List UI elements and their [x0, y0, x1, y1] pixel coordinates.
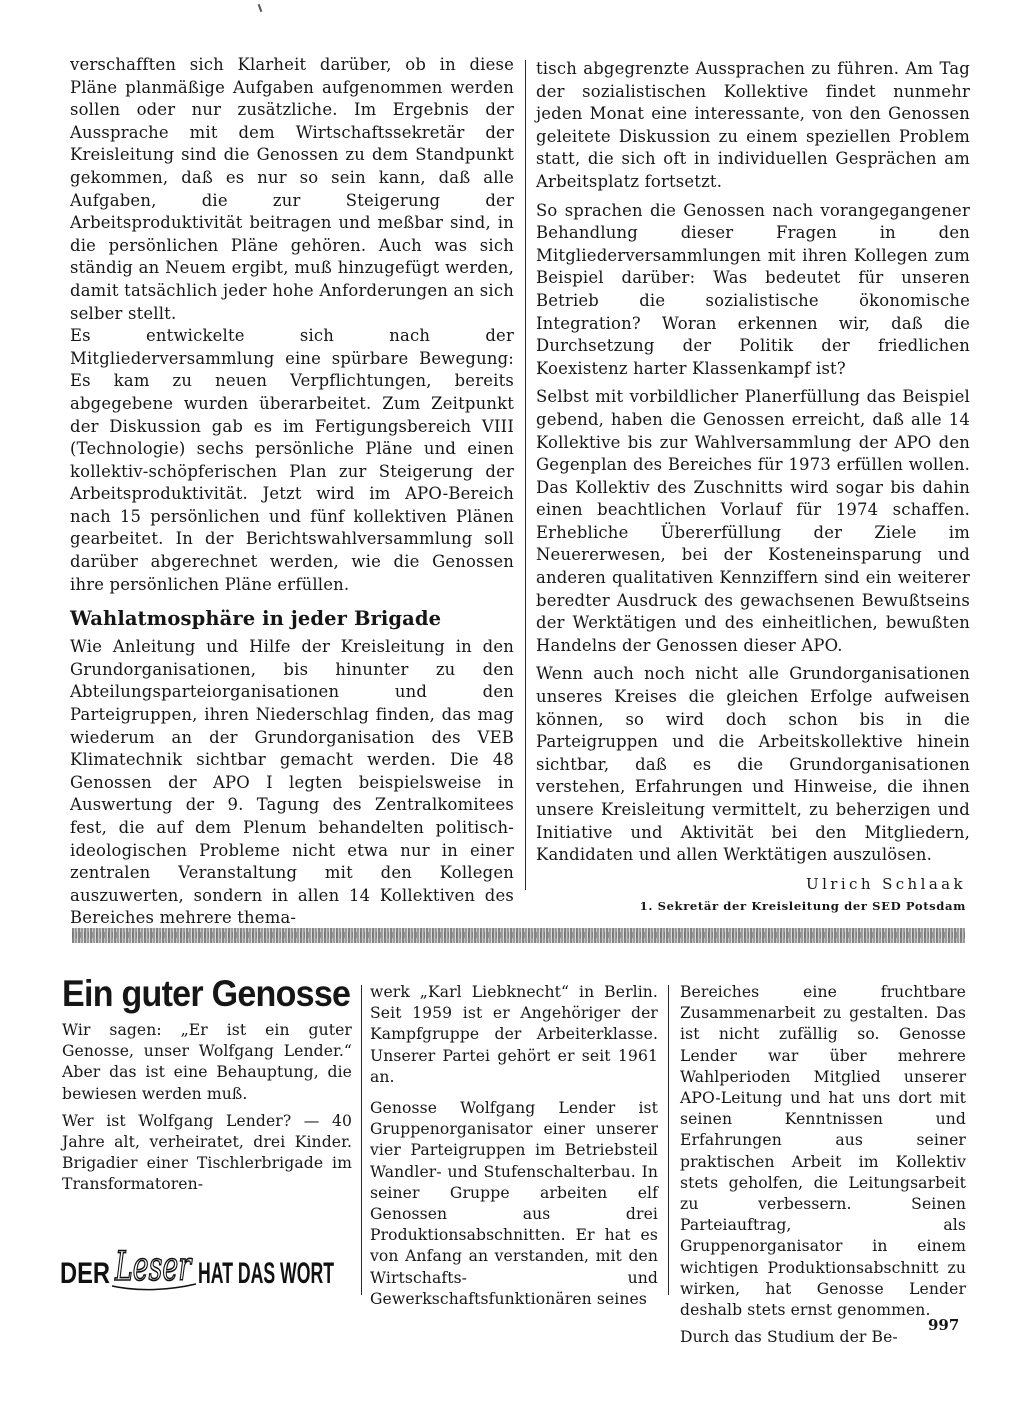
paragraph: Wer ist Wolfgang Lender? — 40 Jahre alt, verheiratet, drei Kinder. Brigadier einer Tischlerbrigade im Transformatoren- — [62, 1111, 352, 1194]
paragraph: tisch abgegrenzte Aussprachen zu führen. Am Tag der sozialistischen Kollektive findet nunmehr jeden Monat eine interessante, von den Genossen geleitete Diskussion zu einem speziellen Problem statt, die sich oft in individuellen Gesprächen am Arbeitsplatz fortsetzt. — [536, 59, 970, 191]
paragraph: Es entwickelte sich nach der Mitgliederversammlung eine spürbare Bewegung: Es kam zu neuen Verpflichtungen, bereits abgegebene wurden überarbeitet. Zum Zeitpunkt der Diskussion gab es im Fertigungsbereich VIII (Technologie) sechs persönliche Pläne und einen kollektiv-schöpferischen Plan zur Steigerung der Arbeitsproduktivität. Jetzt wird im APO-Bereich nach 15 persönlichen und fünf kollektiven Plänen gearbeitet. In der Berichtswahlversammlung soll darüber abgerechnet werden, wie die Genossen ihre persönlichen Pläne erfüllen. — [70, 326, 514, 594]
section-heading: Wahlatmosphäre in jeder Brigade — [70, 607, 442, 631]
paragraph: Wir sagen: „Er ist ein guter Genosse, unser Wolfgang Lender.“ Aber das ist eine Behauptung, die bewiesen werden muß. — [62, 1021, 352, 1103]
paragraph: Wenn auch noch nicht alle Grundorganisationen unseres Kreises die gleichen Erfolge aufweisen können, so wird doch schon bis in die Parteigruppen und die Arbeitskollektive hinein sichtbar, daß es die Grundorganisationen verstehen, Erfahrungen und Hinweise, die ihnen unsere Kreisleitung vermittelt, zu beherzigen und Initiative und Aktivität bei den Mitgliedern, Kandidaten und allen Werktätigen auszulösen. — [536, 664, 970, 865]
logo-text-der: DER — [60, 1257, 111, 1290]
top-article-left-column — [70, 54, 514, 930]
article-title: Ein guter Genosse — [62, 973, 351, 1014]
author-name: Ulrich Schlaak — [806, 874, 966, 893]
logo-text-leser: Leser — [114, 1244, 193, 1290]
paragraph: Wie Anleitung und Hilfe der Kreisleitung in den Grundorganisationen, bis hinunter zu den Abteilungsparteiorganisationen und den Parteigruppen, ihren Niederschlag finden, das mag wiederum an der Grundorganisation des VEB Klimatechnik sichtbar gemacht werden. Die 48 Genossen der APO I legten beispielsweise in Auswertung der 9. Tagung des Zentralkomitees fest, die auf dem Plenum behandelten politisch-ideologischen Probleme nicht etwa nur in einer zentralen Veranstaltung mit den Kollegen auszuwerten, sondern in allen 14 Kollektiven des Bereiches mehrere thema- — [70, 637, 514, 928]
page-number: 997 — [928, 1316, 960, 1334]
logo-text-hat-das-wort: HAT DAS WORT — [198, 1257, 334, 1290]
author-role: 1. Sekretär der Kreisleitung der SED Potsdam — [639, 898, 966, 913]
top-article-right-column — [536, 58, 970, 913]
print-mark — [258, 4, 263, 12]
paragraph: Genosse Wolfgang Lender ist Gruppenorganisator einer unserer vier Parteigruppen im Betriebsteil Wandler- und Stufenschalterbau. In seiner Gruppe arbeiten elf Genossen aus drei Produktionsabschnitten. Er hat es von Anfang an verstanden, mit den Wirtschafts- und Gewerkschaftsfunktionären seines — [370, 1099, 658, 1308]
bottom-article-column-2 — [370, 982, 658, 1310]
article-separator — [72, 928, 965, 943]
paragraph: werk „Karl Liebknecht“ in Berlin. Seit 1959 ist er Angehöriger der Kampfgruppe der Arbeiterklasse. Unserer Partei gehört er seit 1961 an. — [370, 983, 658, 1086]
column-divider — [668, 985, 669, 1295]
der-leser-hat-das-wort-logo — [60, 1240, 336, 1300]
bottom-article-column-3 — [680, 982, 966, 1348]
paragraph: Bereiches eine fruchtbare Zusammenarbeit zu gestalten. Das ist nicht zufällig so. Genosse Lender war über mehrere Wahlperioden Mitglied unserer APO-Leitung und hat uns dort mit seinen Kenntnissen und Erfahrungen aus seiner praktischen Arbeit im Kollektiv stets geholfen, die Leitungsarbeit zu verbessern. Seinen Parteiauftrag, als Gruppenorganisator in einem wichtigen Produktionsabschnitt zu wirken, hat Genosse Lender deshalb stets ernst genommen. — [680, 983, 966, 1320]
column-divider — [525, 60, 526, 890]
paragraph: verschafften sich Klarheit darüber, ob in diese Pläne planmäßige Aufgaben aufgenommen werden sollen oder nur zusätzliche. Im Ergebnis der Aussprache mit dem Wirtschaftssekretär der Kreisleitung sind die Genossen zu dem Standpunkt gekommen, daß es nur so sein kann, daß alle Aufgaben, die zur Steigerung der Arbeitsproduktivität beitragen und meßbar sind, in die persönlichen Pläne gehören. Auch was sich ständig an Neuem ergibt, muß hinzugefügt werden, damit tatsächlich jeder hohe Anforderungen an sich selber stellt. — [70, 55, 514, 323]
paragraph: Durch das Studium der Be- — [680, 1328, 898, 1347]
paragraph: Selbst mit vorbildlicher Planerfüllung das Beispiel gebend, haben die Genossen erreicht, daß alle 14 Kollektive bis zur Wahlversammlung der APO den Gegenplan des Bereiches für 1973 erfüllen wollen. Das Kollektiv des Zuschnitts wird sogar bis dahin einen beachtlichen Vorlauf für 1974 schaffen. Erhebliche Übererfüllung der Ziele im Neuererwesen, bei der Kosteneinsparung und anderen qualitativen Kennziffern sind ein weiterer beredter Ausdruck des gewachsenen Bewußtseins der Werktätigen und des einheitlichen, bewußten Handelns der Genossen dieser APO. — [536, 387, 970, 655]
column-divider — [361, 985, 362, 1295]
bottom-article-column-1 — [62, 972, 352, 1196]
paragraph: So sprachen die Genossen nach vorangegangener Behandlung dieser Fragen in den Mitgliederversammlungen mit ihren Kollegen zum Beispiel darüber: Was bedeutet für unseren Betrieb die sozialistische ökonomische Integration? Woran erkennen wir, daß die Durchsetzung der Politik der friedlichen Koexistenz harter Klassenkampf ist? — [536, 200, 970, 378]
